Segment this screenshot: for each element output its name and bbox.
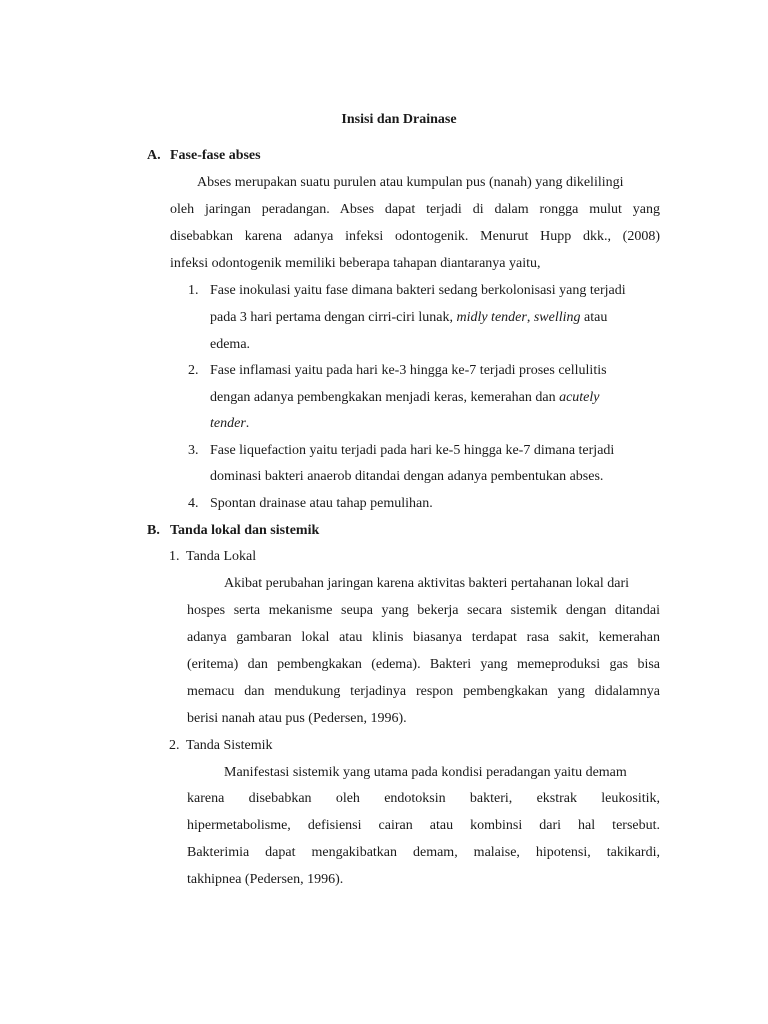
list-number: 1. (188, 283, 199, 298)
paragraph-line: berisi nanah atau pus (Pedersen, 1996). (187, 711, 407, 726)
list-item-line (210, 308, 660, 328)
paragraph-line: karena disebabkan oleh endotoksin bakteri, ekstrak leukositik, (187, 791, 660, 806)
section-a-letter: A. (147, 148, 161, 163)
list-item-line: Fase liquefaction yaitu terjadi pada hari ke-5 hingga ke-7 dimana terjadi (210, 443, 615, 458)
text-run: dengan adanya pembengkakan menjadi keras, kemerahan dan (210, 390, 556, 405)
text-run: , (526, 310, 531, 325)
section-b-title: Tanda lokal dan sistemik (170, 523, 320, 538)
paragraph-line: Akibat perubahan jaringan karena aktivitas bakteri pertahanan lokal dari (224, 576, 630, 591)
text-run: . (245, 416, 250, 431)
paragraph-line: Manifestasi sistemik yang utama pada kondisi peradangan yaitu demam (224, 765, 627, 780)
list-item-line: Fase inflamasi yaitu pada hari ke-3 hingga ke-7 terjadi proses cellulitis (210, 363, 607, 378)
paragraph-line: infeksi odontogenik memiliki beberapa tahapan diantaranya yaitu, (170, 256, 541, 271)
paragraph-line: Bakterimia dapat mengakibatkan demam, malaise, hipotensi, takikardi, (187, 845, 660, 860)
italic-term: tender (210, 416, 246, 431)
list-item-line: dominasi bakteri anaerob ditandai dengan adanya pembentukan abses. (210, 469, 604, 484)
paragraph-line: adanya gambaran lokal atau klinis biasanya terdapat rasa sakit, kemerahan (187, 630, 660, 645)
list-item-line: Fase inokulasi yaitu fase dimana bakteri sedang berkolonisasi yang terjadi (210, 283, 626, 298)
list-item-line: Spontan drainase atau tahap pemulihan. (210, 496, 433, 511)
paragraph-line: hipermetabolisme, defisiensi cairan atau kombinsi dari hal tersebut. (187, 818, 660, 833)
paragraph-line: Abses merupakan suatu purulen atau kumpulan pus (nanah) yang dikelilingi (197, 175, 624, 190)
paragraph-line: hospes serta mekanisme seupa yang bekerja secara sistemik dengan ditandai (187, 603, 660, 618)
text-run: atau (584, 310, 608, 325)
section-a-heading (147, 146, 261, 166)
paragraph-line: memacu dan mendukung terjadinya respon pembengkakan yang didalamnya (187, 684, 660, 699)
paragraph-line: takhipnea (Pedersen, 1996). (187, 872, 344, 887)
page-title: Insisi dan Drainase (341, 112, 457, 127)
subsection-number: 2. (169, 738, 180, 753)
subsection-heading (169, 736, 273, 756)
italic-term: acutely (559, 390, 600, 405)
paragraph-line: disebabkan karena adanya infeksi odontogenik. Menurut Hupp dkk., (2008) (170, 229, 660, 244)
text-run: pada 3 hari pertama dengan cirri-ciri lunak, (210, 310, 453, 325)
subsection-label: Tanda Sistemik (186, 738, 273, 753)
section-a-title: Fase-fase abses (170, 148, 261, 163)
subsection-number: 1. (169, 549, 180, 564)
italic-term: swelling (533, 310, 581, 325)
italic-term: midly tender (456, 310, 527, 325)
paragraph-line: oleh jaringan peradangan. Abses dapat terjadi di dalam rongga mulut yang (170, 202, 660, 217)
section-b-letter: B. (147, 523, 160, 538)
list-number: 2. (188, 363, 199, 378)
list-number: 4. (188, 496, 199, 511)
subsection-heading (169, 547, 256, 567)
list-number: 3. (188, 443, 199, 458)
subsection-label: Tanda Lokal (186, 549, 257, 564)
list-item-line (210, 414, 249, 434)
section-b-heading (147, 521, 319, 541)
paragraph-line: (eritema) dan pembengkakan (edema). Bakteri yang memeproduksi gas bisa (187, 657, 660, 672)
list-item-line (210, 388, 660, 408)
list-item-line: edema. (210, 337, 251, 352)
